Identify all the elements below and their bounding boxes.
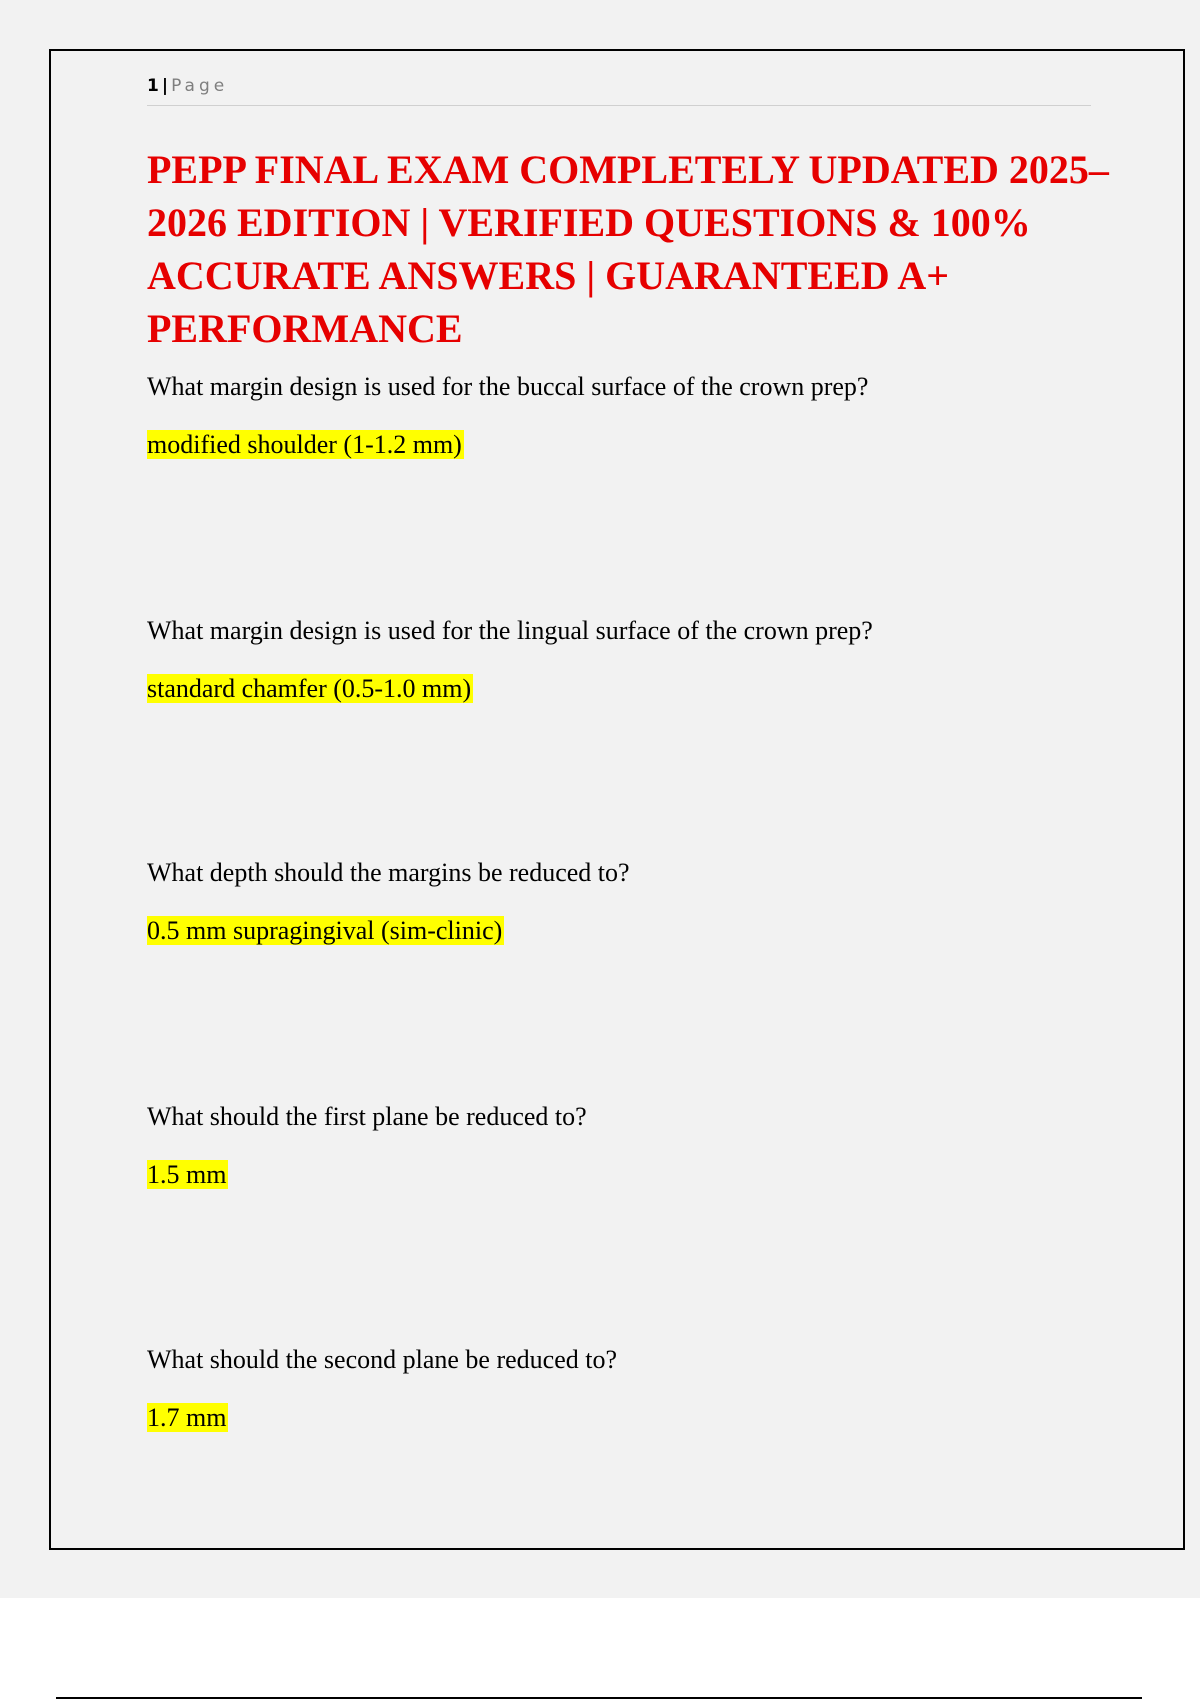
- document-title: PEPP FINAL EXAM COMPLETELY UPDATED 2025–2026 EDITION | VERIFIED QUESTIONS & 100% ACCURATE ANSWERS | GUARANTEED A+ PERFORMANCE: [147, 147, 1109, 351]
- page-number: 1: [147, 76, 159, 96]
- answer-highlight: modified shoulder (1-1.2 mm): [147, 430, 462, 459]
- question-text: What margin design is used for the lingual surface of the crown prep?: [147, 616, 873, 645]
- answer-text: [147, 673, 1137, 705]
- page-header-separator: |: [161, 76, 169, 96]
- qa-item: [147, 857, 1137, 947]
- answer-text: [147, 429, 1137, 461]
- page-frame: [49, 49, 1185, 1550]
- answer-text: [147, 915, 1137, 947]
- page-header: [147, 73, 1091, 106]
- question-text: What margin design is used for the buccal surface of the crown prep?: [147, 372, 869, 401]
- page-label: Page: [171, 76, 229, 96]
- question-text: What depth should the margins be reduced to?: [147, 858, 630, 887]
- answer-highlight: 1.7 mm: [147, 1403, 227, 1432]
- qa-item: [147, 615, 1137, 705]
- qa-item: [147, 1101, 1137, 1191]
- answer-highlight: 0.5 mm supragingival (sim-clinic): [147, 916, 503, 945]
- answer-text: [147, 1402, 1137, 1434]
- qa-item: [147, 371, 1137, 461]
- footer-divider: [56, 1697, 1142, 1699]
- qa-item: [147, 1344, 1137, 1434]
- answer-highlight: 1.5 mm: [147, 1160, 227, 1189]
- answer-text: [147, 1159, 1137, 1191]
- question-text: What should the first plane be reduced to?: [147, 1102, 587, 1131]
- question-text: What should the second plane be reduced to?: [147, 1345, 617, 1374]
- answer-highlight: standard chamfer (0.5-1.0 mm): [147, 674, 472, 703]
